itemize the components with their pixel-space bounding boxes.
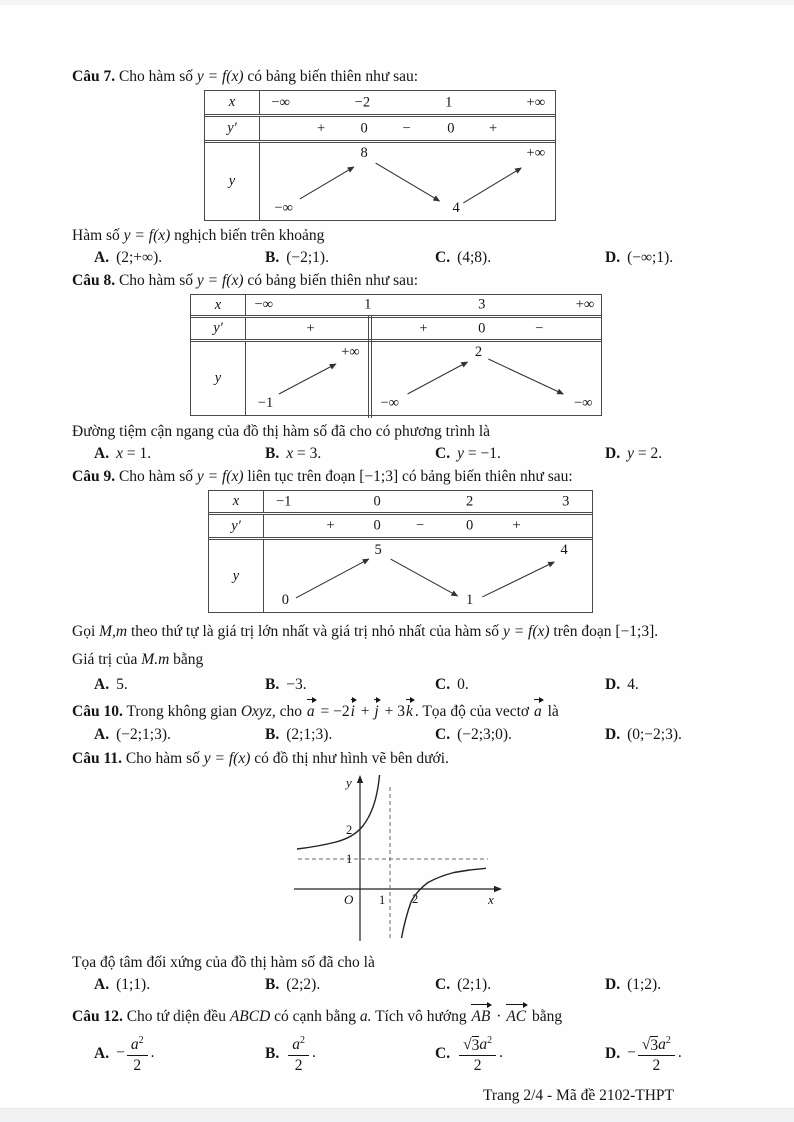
q11-options: [72, 974, 736, 995]
q8-bbt-row-x: [191, 295, 601, 318]
numerator-var: a: [292, 1036, 300, 1054]
q11-option-a-text: (1;1).: [116, 976, 151, 993]
q8-bbt-row-y: [191, 342, 601, 415]
q10-vector-k: k: [405, 698, 415, 722]
q8-bbt-x-label: x: [191, 295, 246, 315]
q8-yp-3: −: [535, 320, 544, 336]
q9-intro: [72, 466, 736, 487]
numerator-var: a: [479, 1036, 488, 1054]
q7-question-math: y = f(x): [123, 227, 171, 244]
q9-option-b: [265, 674, 435, 695]
q7-bbt-row-x: [205, 91, 555, 117]
q9-yp-4: +: [512, 517, 521, 534]
q9-bbt-yp-label: y′: [209, 515, 264, 537]
q8-y-minf1: −∞: [380, 395, 400, 411]
q9-st-math: y = f(x): [502, 623, 550, 640]
denominator: 2: [652, 1056, 661, 1074]
q8-y-max2: 2: [474, 344, 483, 360]
q10-option-c: [435, 724, 605, 745]
q10-t3: Tọa độ của vectơ: [422, 703, 530, 720]
q9-statement-1: [72, 621, 736, 642]
q10-option-d-text: (0;−2;3).: [627, 726, 682, 743]
q10-option-c-text: (−2;3;0).: [457, 726, 512, 743]
q8-bbt-y-values: [246, 342, 601, 415]
numerator-exp: 2: [299, 1035, 305, 1047]
q7-intro-b: có bảng biến thiên như sau:: [247, 68, 419, 85]
q7-option-b-text: (−2;1).: [286, 249, 329, 266]
q8-option-a-label: A.: [94, 445, 110, 462]
q7-option-a-label: A.: [94, 249, 110, 266]
x-axis-label: x: [488, 892, 494, 907]
q9-st-mm: M,m: [99, 623, 128, 640]
q8-bbt-y-label: y: [191, 342, 246, 415]
q12-statement: [72, 1003, 736, 1027]
q9-bbt-x-values: [264, 491, 592, 512]
q8-x-2: 3: [478, 296, 486, 313]
q11-option-b: [265, 974, 435, 995]
page-footer: [72, 1085, 736, 1106]
q11-intro-b: có đồ thị như hình vẽ bên dưới.: [254, 750, 449, 767]
q12-t1: Cho tứ diện đều: [126, 1008, 226, 1025]
q9-variation-table: [208, 490, 593, 613]
q8-option-a: [94, 443, 265, 464]
q9-x-0: −1: [275, 493, 292, 509]
q7-question: [72, 225, 736, 246]
q9-intro-a: Cho hàm số: [118, 468, 194, 485]
q12-option-d-fraction: [638, 1032, 675, 1073]
numerator-exp: 2: [665, 1035, 671, 1047]
q8-bbt-row-yprime: [191, 318, 601, 342]
y-axis-label: y: [346, 775, 352, 790]
q9-st2-b: bằng: [173, 651, 204, 668]
q10-t1: Trong không gian: [126, 703, 237, 720]
origin-label: O: [344, 892, 354, 907]
q10-plus2: + 3: [384, 703, 405, 720]
q9-monotonicity-arrows: [264, 540, 592, 612]
q9-option-d-text: 4.: [627, 676, 639, 693]
q7-bbt-yp-values: [260, 117, 555, 140]
q10-option-b: [265, 724, 435, 745]
q9-bbt-x-label: x: [209, 491, 264, 512]
q9-yp-2: −: [416, 517, 425, 534]
radicand: 3: [471, 1036, 480, 1054]
q9-bbt-row-x: [209, 491, 592, 515]
q8-option-b: [265, 443, 435, 464]
q12-options: [72, 1032, 736, 1076]
q8-option-a-var: x: [116, 445, 123, 462]
q7-intro-a: Cho hàm số: [118, 68, 194, 85]
q9-option-c-text: 0.: [457, 676, 469, 693]
radical-sign: √: [641, 1036, 651, 1054]
q7-bbt-y-label: y: [205, 143, 260, 220]
q12-t3: Tích vô hướng: [375, 1008, 467, 1025]
q8-option-d-text: = 2.: [637, 445, 663, 462]
q10-option-d: [605, 724, 736, 745]
q9-bbt-y-values: [264, 540, 592, 612]
q12-option-b-fraction: [288, 1032, 309, 1073]
q11-function-graph: [288, 771, 736, 949]
q7-yp-4: +: [488, 120, 498, 136]
q8-option-b-label: B.: [265, 445, 280, 462]
q9-options: [72, 674, 736, 695]
q8-bbt-x-values: [246, 295, 601, 315]
q10-t2: cho: [279, 703, 302, 720]
q7-x-0: −∞: [271, 94, 290, 110]
q10-option-b-label: B.: [265, 726, 280, 743]
q12-option-a-period: .: [150, 1044, 155, 1062]
q7-bbt-x-values: [260, 91, 555, 114]
q12-option-a: [94, 1032, 265, 1075]
q8-option-c: [435, 443, 605, 464]
q8-bbt-yp-label: y′: [191, 318, 246, 339]
q7-option-c-label: C.: [435, 249, 451, 266]
q12-t4: bằng: [532, 1008, 563, 1025]
q8-intro-math: y = f(x): [196, 272, 244, 289]
q7-option-b-label: B.: [265, 249, 280, 266]
q7-y-minf: −∞: [274, 200, 293, 216]
q9-statement-2: [72, 649, 736, 670]
q8-yp-1: +: [419, 320, 428, 336]
q11-label: Câu 11.: [72, 750, 122, 767]
q8-x-0: −∞: [254, 296, 274, 313]
q10-plus1: +: [360, 703, 370, 720]
q7-options: [72, 247, 736, 268]
q8-monotonicity-arrows: [246, 342, 601, 415]
q8-yp-0: +: [306, 320, 315, 336]
q8-option-c-text: = −1.: [467, 445, 501, 462]
q7-yp-1: 0: [360, 120, 368, 136]
q10-vector-j: j: [373, 698, 380, 722]
q9-intro-math: y = f(x): [196, 468, 244, 485]
q10-statement: [72, 698, 736, 722]
q9-label: Câu 9.: [72, 468, 116, 485]
y-tick-1: 1: [346, 852, 353, 866]
q9-option-a: [94, 674, 265, 695]
q12-option-c: [435, 1032, 605, 1075]
denominator: 2: [473, 1056, 482, 1074]
q10-vector-a2: a: [533, 698, 544, 722]
q7-question-a: Hàm số: [72, 227, 120, 244]
q10-option-a: [94, 724, 265, 745]
q10-option-d-label: D.: [605, 726, 621, 743]
q7-bbt-x-label: x: [205, 91, 260, 114]
q7-yp-2: −: [402, 120, 411, 136]
q9-option-c: [435, 674, 605, 695]
q8-option-a-text: = 1.: [126, 445, 152, 462]
x-tick-1: 1: [379, 893, 386, 907]
q9-intro-c: có bảng biến thiên như sau:: [402, 468, 573, 485]
x-tick-2: 2: [412, 892, 419, 906]
q10-eq: = −2: [320, 703, 350, 720]
curve-left-branch: [297, 775, 380, 849]
q7-option-a: [94, 247, 265, 268]
q7-intro-math: y = f(x): [196, 68, 244, 85]
q8-y-m1: −1: [257, 395, 274, 411]
q8-y-pinf: +∞: [341, 344, 360, 360]
q7-intro: [72, 66, 736, 87]
radicand: 3: [650, 1036, 659, 1054]
q8-option-b-var: x: [286, 445, 294, 462]
q11-option-a: [94, 974, 265, 995]
q9-x-1: 0: [373, 493, 381, 509]
q9-option-b-label: B.: [265, 676, 280, 693]
q12-vector-ac: AC: [505, 1003, 528, 1027]
denominator: 2: [294, 1056, 303, 1074]
q11-intro-a: Cho hàm số: [125, 750, 200, 767]
q7-option-c-text: (4;8).: [457, 249, 492, 266]
q7-x-2: 1: [445, 94, 453, 110]
q7-option-d-label: D.: [605, 249, 621, 266]
q12-vector-ab: AB: [470, 1003, 492, 1027]
q9-st2-a: Giá trị của: [72, 651, 138, 668]
q10-vector-i: i: [350, 698, 357, 722]
q7-question-b: nghịch biến trên khoảng: [174, 227, 325, 244]
q9-x-3: 3: [562, 493, 570, 509]
q9-option-c-label: C.: [435, 676, 451, 693]
q7-option-d-text: (−∞;1).: [627, 249, 674, 266]
q10-option-b-text: (2;1;3).: [286, 726, 333, 743]
q11-option-c-text: (2;1).: [457, 976, 492, 993]
y-tick-2: 2: [346, 823, 353, 837]
q7-x-1: −2: [354, 94, 371, 110]
denominator: 2: [133, 1056, 142, 1074]
q10-option-c-label: C.: [435, 726, 451, 743]
q8-option-d-label: D.: [605, 445, 621, 462]
q10-dot: .: [414, 703, 419, 720]
q8-option-c-var: y: [457, 445, 464, 462]
q9-st-a: Gọi: [72, 623, 96, 640]
q7-yp-3: 0: [447, 120, 455, 136]
numerator-var: a: [130, 1036, 139, 1054]
q9-intro-interval: [−1;3]: [359, 468, 399, 485]
q12-option-d-sign: −: [627, 1044, 636, 1062]
q9-x-2: 2: [466, 493, 474, 509]
q9-yp-0: +: [326, 517, 335, 534]
q8-question: [72, 421, 736, 442]
q12-option-b: [265, 1032, 435, 1075]
q8-y-minf2: −∞: [573, 395, 593, 411]
q11-question: [72, 952, 736, 973]
q12-label: Câu 12.: [72, 1008, 123, 1025]
q9-y-1: 1: [466, 592, 474, 608]
q11-option-d: [605, 974, 736, 995]
q10-option-a-text: (−2;1;3).: [116, 726, 171, 743]
q7-y-max8: 8: [360, 145, 368, 161]
q9-y-5: 5: [374, 542, 382, 558]
q9-option-b-text: −3.: [286, 676, 307, 693]
q9-bbt-row-y: [209, 540, 592, 612]
q11-intro-math: y = f(x): [203, 750, 251, 767]
q8-label: Câu 8.: [72, 272, 116, 289]
numerator-exp: 2: [138, 1035, 144, 1047]
q8-intro-b: có bảng biến thiên như sau:: [247, 272, 419, 289]
top-page-edge: [0, 0, 794, 5]
q7-y-min4: 4: [452, 200, 460, 216]
bottom-page-edge: [0, 1108, 794, 1122]
q12-option-b-label: B.: [265, 1044, 280, 1062]
q7-bbt-y-values: [260, 143, 555, 220]
q12-option-d: [605, 1032, 736, 1075]
q11-option-b-label: B.: [265, 976, 280, 993]
q9-option-a-label: A.: [94, 676, 110, 693]
q10-oxyz: Oxyz,: [240, 703, 276, 720]
q12-abcd: ABCD: [229, 1008, 271, 1025]
q9-bbt-yp-values: [264, 515, 592, 537]
q9-y-0: 0: [281, 592, 289, 608]
q7-y-pinf: +∞: [526, 145, 546, 161]
q12-option-a-fraction: [127, 1032, 148, 1073]
q9-bbt-y-label: y: [209, 540, 264, 612]
q10-vector-a: a: [306, 698, 317, 722]
q8-options: [72, 443, 736, 464]
q9-st-b: theo thứ tự là giá trị lớn nhất và giá trị nhỏ nhất của hàm số: [130, 623, 500, 640]
q10-option-a-label: A.: [94, 726, 110, 743]
q7-bbt-yp-label: y′: [205, 117, 260, 140]
q9-bbt-row-yprime: [209, 515, 592, 540]
q10-label: Câu 10.: [72, 703, 123, 720]
q7-bbt-row-yprime: [205, 117, 555, 143]
q9-y-4: 4: [560, 542, 568, 558]
q7-label: Câu 7.: [72, 68, 116, 85]
q11-option-d-label: D.: [605, 976, 621, 993]
q12-option-c-label: C.: [435, 1044, 451, 1062]
q12-option-b-period: .: [311, 1044, 316, 1062]
q11-question-text: Tọa độ tâm đối xứng của đồ thị hàm số đã cho là: [72, 954, 375, 971]
q12-cdot: ·: [496, 1008, 502, 1025]
q8-intro-a: Cho hàm số: [118, 272, 194, 289]
q8-option-d: [605, 443, 736, 464]
q9-st2-m: M.m: [141, 651, 170, 668]
q9-st-interval: [−1;3].: [615, 623, 659, 640]
q10-t4: là: [547, 703, 559, 720]
q12-t2: có cạnh bằng: [274, 1008, 356, 1025]
q9-option-d: [605, 674, 736, 695]
q12-a-var: a.: [359, 1008, 372, 1025]
q9-option-d-label: D.: [605, 676, 621, 693]
q11-option-c: [435, 974, 605, 995]
q11-option-a-label: A.: [94, 976, 110, 993]
q12-option-d-period: .: [677, 1044, 682, 1062]
q8-asymptote-bar-top: [368, 315, 372, 342]
footer-text: Trang 2/4 - Mã đề 2102-THPT: [482, 1087, 674, 1104]
q7-bbt-row-y: [205, 143, 555, 220]
q11-intro: [72, 748, 736, 769]
q12-option-a-sign: −: [116, 1044, 125, 1062]
q10-options: [72, 724, 736, 745]
q9-option-a-text: 5.: [116, 676, 128, 693]
q8-variation-table: [190, 294, 602, 416]
q8-option-b-text: = 3.: [296, 445, 322, 462]
hyperbola-graph: [288, 771, 512, 943]
q8-bbt-yp-values: [246, 318, 601, 339]
q7-yp-0: +: [316, 120, 326, 136]
q7-option-c: [435, 247, 605, 268]
q11-option-d-text: (1;2).: [627, 976, 662, 993]
q12-option-c-period: .: [499, 1044, 503, 1062]
q12-option-c-fraction: [459, 1032, 496, 1073]
q7-monotonicity-arrows: [260, 143, 555, 220]
exam-content: [0, 66, 794, 1106]
q7-variation-table: [204, 90, 556, 221]
q12-option-a-label: A.: [94, 1044, 110, 1062]
q8-x-3: +∞: [575, 296, 595, 313]
q8-option-c-label: C.: [435, 445, 451, 462]
q8-option-d-var: y: [627, 445, 634, 462]
q9-yp-3: 0: [466, 517, 474, 534]
q11-option-b-text: (2;2).: [286, 976, 321, 993]
q8-yp-2: 0: [478, 320, 486, 336]
q7-option-b: [265, 247, 435, 268]
q7-x-3: +∞: [526, 94, 546, 110]
q9-st-c: trên đoạn: [553, 623, 612, 640]
radical-sign: √: [463, 1036, 472, 1054]
q7-option-d: [605, 247, 736, 268]
numerator-exp: 2: [487, 1035, 493, 1047]
q12-option-d-label: D.: [605, 1044, 621, 1062]
q7-option-a-text: (2;+∞).: [116, 249, 163, 266]
q8-x-1: 1: [364, 296, 372, 313]
numerator-var: a: [658, 1036, 666, 1054]
q9-yp-1: 0: [373, 517, 381, 534]
q9-intro-b: liên tục trên đoạn: [247, 468, 356, 485]
q11-option-c-label: C.: [435, 976, 451, 993]
q8-question-text: Đường tiệm cận ngang của đồ thị hàm số đã cho có phương trình là: [72, 423, 491, 440]
q8-intro: [72, 270, 736, 291]
